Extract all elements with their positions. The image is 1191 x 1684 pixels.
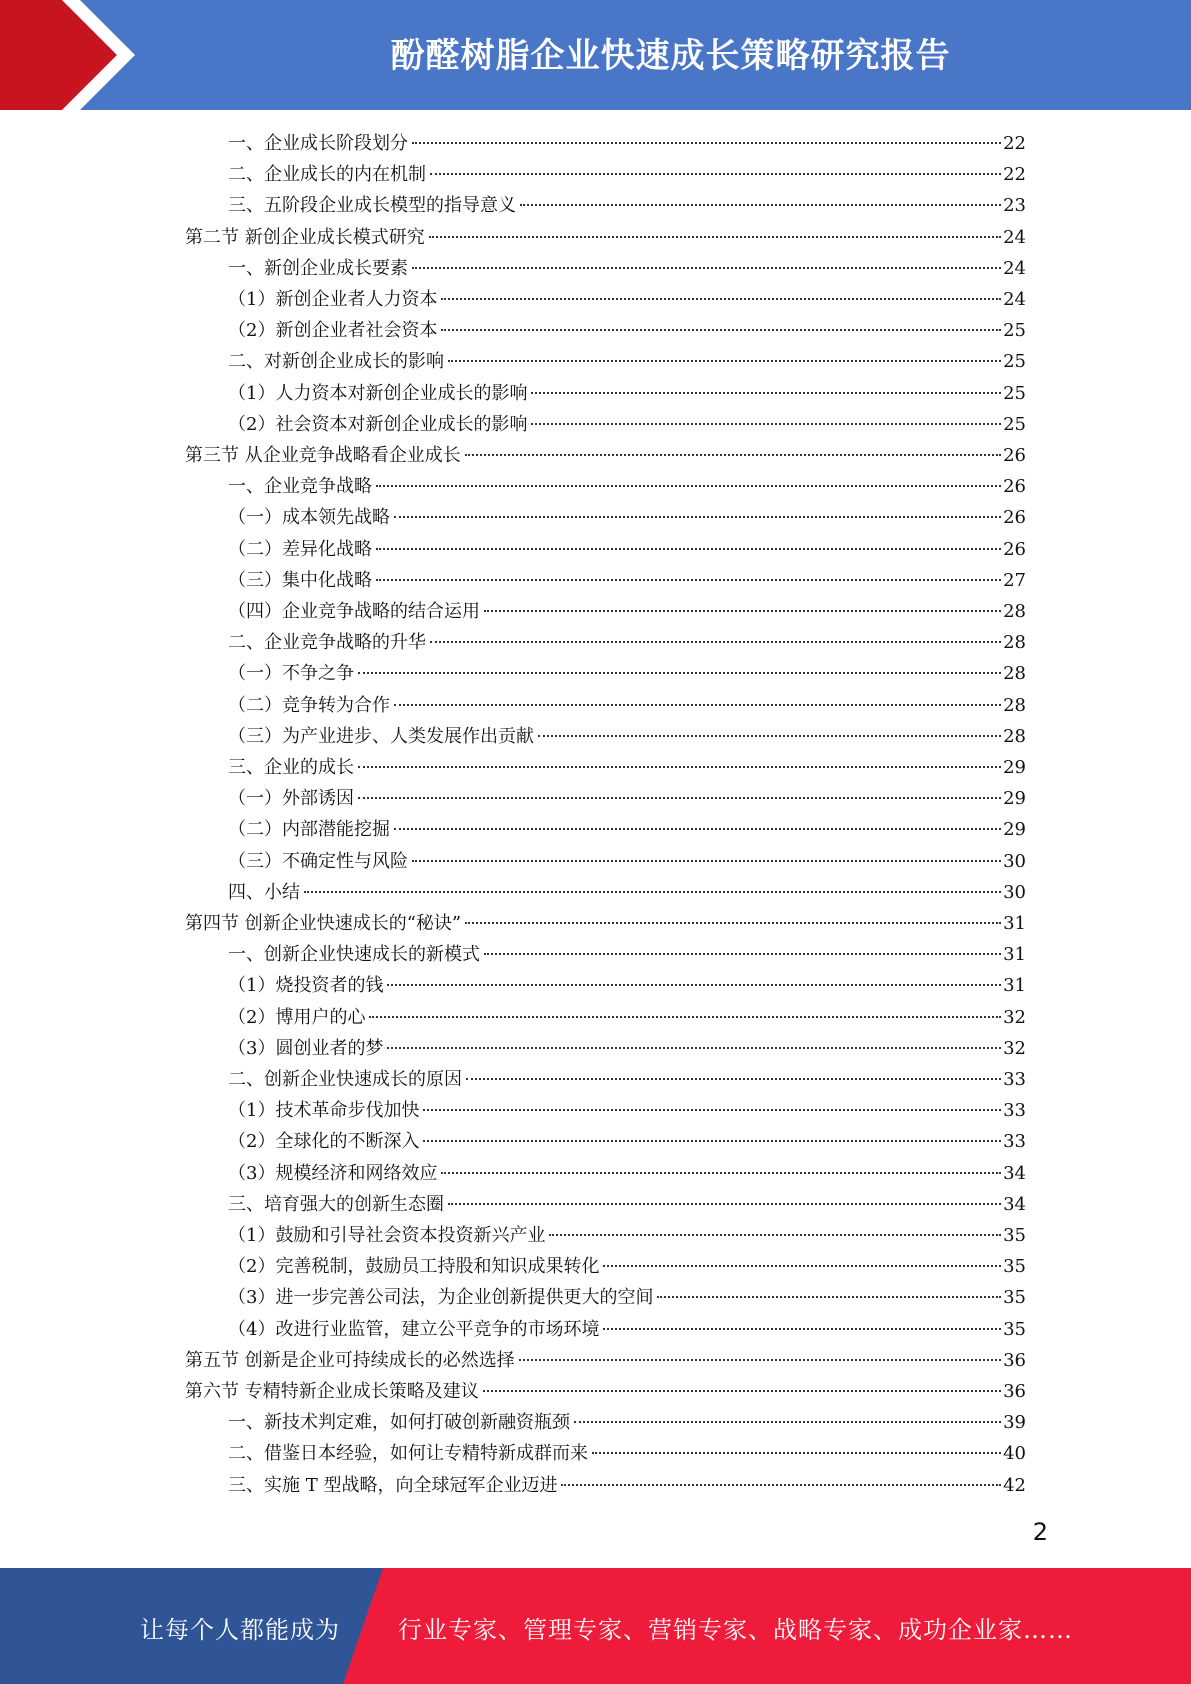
toc-dot-leader	[441, 1172, 1001, 1174]
toc-dot-leader	[519, 1359, 1001, 1361]
toc-entry[interactable]	[228, 315, 1026, 346]
toc-dot-leader	[394, 516, 1001, 518]
toc-dot-leader	[657, 1296, 1001, 1298]
toc-entry-title: 一、新技术判定难，如何打破创新融资瓶颈	[228, 1412, 570, 1434]
toc-entry-title: （二）竞争转为合作	[228, 694, 390, 716]
toc-dot-leader	[412, 267, 1001, 269]
toc-entry-title: （1）新创企业者人力资本	[228, 289, 438, 310]
toc-entry-page: 31	[1003, 944, 1026, 966]
toc-dot-leader	[304, 891, 1001, 893]
toc-entry-title: 四、小结	[228, 881, 300, 903]
toc-entry-page: 36	[1003, 1381, 1026, 1402]
toc-entry[interactable]	[228, 783, 1026, 814]
toc-entry-page: 25	[1003, 320, 1026, 342]
toc-entry[interactable]	[228, 939, 1026, 970]
toc-entry[interactable]	[228, 1438, 1026, 1469]
toc-entry-title: （1）烧投资者的钱	[228, 975, 384, 997]
toc-dot-leader	[387, 1047, 1001, 1049]
toc-entry[interactable]	[228, 1033, 1026, 1064]
toc-dot-leader	[376, 579, 1001, 581]
toc-entry-title: 一、创新企业快速成长的新模式	[228, 944, 480, 966]
toc-entry-page: 39	[1003, 1412, 1026, 1434]
toc-entry[interactable]	[228, 253, 1026, 284]
toc-entry-title: 三、培育强大的创新生态圈	[228, 1193, 444, 1215]
toc-entry[interactable]	[228, 721, 1026, 752]
toc-entry-title: 一、新创企业成长要素	[228, 257, 408, 279]
toc-dot-leader	[531, 392, 1001, 394]
toc-entry[interactable]	[228, 284, 1026, 315]
toc-dot-leader	[520, 204, 1001, 206]
toc-entry-page: 28	[1003, 694, 1026, 716]
toc-entry-page: 32	[1003, 1006, 1026, 1028]
toc-entry[interactable]	[228, 409, 1026, 440]
toc-dot-leader	[412, 142, 1001, 144]
toc-dot-leader	[484, 610, 1001, 612]
toc-dot-leader	[358, 766, 1001, 768]
toc-entry[interactable]	[228, 877, 1026, 908]
toc-entry[interactable]	[228, 970, 1026, 1001]
toc-entry-title: （一）成本领先战略	[228, 507, 390, 529]
toc-entry[interactable]	[228, 1314, 1026, 1345]
header-banner	[0, 0, 1191, 110]
toc-entry[interactable]	[228, 1282, 1026, 1313]
toc-entry[interactable]	[228, 190, 1026, 221]
footer-slogan-left: 让每个人都能成为	[140, 1616, 340, 1644]
toc-entry-page: 35	[1003, 1318, 1026, 1340]
toc-entry[interactable]	[228, 346, 1026, 377]
toc-entry[interactable]	[185, 1345, 1026, 1376]
toc-dot-leader	[603, 1328, 1001, 1330]
toc-entry[interactable]	[228, 596, 1026, 627]
toc-entry[interactable]	[228, 1158, 1026, 1189]
toc-entry-page: 35	[1003, 1256, 1026, 1278]
toc-entry-title: （2）全球化的不断深入	[228, 1131, 420, 1153]
toc-entry-page: 24	[1003, 257, 1026, 279]
toc-entry-title: （3）规模经济和网络效应	[228, 1162, 438, 1184]
toc-entry-title: 三、实施 T 型战略，向全球冠军企业迈进	[228, 1474, 558, 1496]
toc-entry-title: 二、企业成长的内在机制	[228, 164, 426, 186]
toc-entry-page: 23	[1003, 195, 1026, 217]
toc-entry[interactable]	[228, 502, 1026, 533]
toc-entry-title: （一）外部诱因	[228, 788, 354, 810]
toc-dot-leader	[538, 735, 1001, 737]
toc-entry-title: （1）鼓励和引导社会资本投资新兴产业	[228, 1225, 546, 1246]
toc-dot-leader	[387, 984, 1001, 986]
footer-banner	[0, 1568, 1191, 1684]
header-arrow-decoration	[0, 0, 160, 110]
toc-entry-title: （1）人力资本对新创企业成长的影响	[228, 382, 528, 404]
toc-entry-page: 28	[1003, 663, 1026, 685]
toc-entry-page: 27	[1003, 569, 1026, 591]
toc-entry-title: （三）不确定性与风险	[228, 850, 408, 872]
toc-entry-title: （2）完善税制，鼓励员工持股和知识成果转化	[228, 1256, 600, 1278]
toc-dot-leader	[549, 1234, 1001, 1236]
toc-entry-page: 26	[1003, 538, 1026, 560]
toc-entry-title: 第四节 创新企业快速成长的“秘诀”	[185, 913, 462, 934]
toc-entry[interactable]	[228, 1251, 1026, 1282]
toc-dot-leader	[369, 1016, 1001, 1018]
toc-entry-title: 二、创新企业快速成长的原因	[228, 1069, 462, 1090]
toc-entry-title: （4）改进行业监管，建立公平竞争的市场环境	[228, 1318, 600, 1340]
toc-entry-page: 28	[1003, 725, 1026, 747]
toc-entry-page: 33	[1003, 1100, 1026, 1122]
toc-entry-page: 33	[1003, 1069, 1026, 1090]
toc-dot-leader	[465, 922, 1001, 924]
toc-entry[interactable]	[228, 1407, 1026, 1438]
toc-dot-leader	[376, 548, 1001, 550]
toc-entry-page: 25	[1003, 413, 1026, 435]
toc-entry-page: 26	[1003, 507, 1026, 529]
toc-dot-leader	[423, 1140, 1001, 1142]
toc-entry-page: 25	[1003, 351, 1026, 373]
toc-entry[interactable]	[228, 534, 1026, 565]
toc-entry-page: 28	[1003, 601, 1026, 622]
toc-entry-title: 三、企业的成长	[228, 757, 354, 778]
toc-entry-title: （3）圆创业者的梦	[228, 1037, 384, 1059]
toc-entry-page: 31	[1003, 913, 1026, 934]
toc-dot-leader	[358, 797, 1001, 799]
toc-dot-leader	[484, 953, 1001, 955]
toc-entry-title: （三）集中化战略	[228, 569, 372, 591]
toc-entry[interactable]	[228, 1064, 1026, 1095]
toc-entry-title: （2）新创企业者社会资本	[228, 320, 438, 342]
toc-entry[interactable]	[185, 222, 1026, 253]
toc-entry-title: 二、企业竞争战略的升华	[228, 632, 426, 654]
toc-entry-page: 30	[1003, 850, 1026, 872]
toc-entry-title: 第三节 从企业竞争战略看企业成长	[185, 445, 461, 466]
toc-dot-leader	[574, 1421, 1001, 1423]
toc-dot-leader	[603, 1265, 1001, 1267]
toc-dot-leader	[483, 1390, 1001, 1392]
toc-entry-title: （二）差异化战略	[228, 538, 372, 560]
toc-entry-page: 24	[1003, 226, 1026, 248]
toc-entry[interactable]	[228, 1220, 1026, 1251]
toc-dot-leader	[376, 485, 1001, 487]
toc-entry[interactable]	[185, 440, 1026, 471]
toc-entry[interactable]	[228, 846, 1026, 877]
toc-dot-leader	[430, 173, 1001, 175]
toc-entry-page: 26	[1003, 445, 1026, 466]
toc-entry-page: 29	[1003, 757, 1026, 778]
toc-dot-leader	[430, 641, 1001, 643]
toc-entry-page: 28	[1003, 632, 1026, 654]
toc-entry-page: 30	[1003, 881, 1026, 903]
toc-entry-page: 35	[1003, 1225, 1026, 1246]
toc-entry-page: 42	[1003, 1474, 1026, 1496]
toc-entry-title: 第二节 新创企业成长模式研究	[185, 226, 425, 248]
toc-entry[interactable]	[228, 159, 1026, 190]
toc-dot-leader	[561, 1484, 1001, 1486]
toc-entry[interactable]	[228, 814, 1026, 845]
toc-dot-leader	[429, 236, 1001, 238]
toc-entry[interactable]	[228, 471, 1026, 502]
toc-entry-title: 一、企业成长阶段划分	[228, 133, 408, 154]
toc-entry[interactable]	[228, 128, 1026, 159]
toc-dot-leader	[531, 423, 1001, 425]
toc-dot-leader	[441, 298, 1001, 300]
toc-entry-title: 一、企业竞争战略	[228, 476, 372, 498]
toc-entry-page: 34	[1003, 1193, 1026, 1215]
toc-entry[interactable]	[185, 908, 1026, 939]
toc-entry-title: （2）社会资本对新创企业成长的影响	[228, 413, 528, 435]
toc-dot-leader	[441, 329, 1001, 331]
toc-entry[interactable]	[228, 1002, 1026, 1033]
toc-entry-page: 24	[1003, 289, 1026, 310]
toc-entry[interactable]	[228, 565, 1026, 596]
toc-entry-title: （1）技术革命步伐加快	[228, 1100, 420, 1122]
toc-entry-page: 25	[1003, 382, 1026, 404]
toc-dot-leader	[394, 828, 1001, 830]
footer-slogan-right: 行业专家、管理专家、营销专家、战略专家、成功企业家……	[398, 1616, 1073, 1644]
toc-entry-page: 26	[1003, 476, 1026, 498]
toc-entry-title: 第五节 创新是企业可持续成长的必然选择	[185, 1349, 515, 1371]
toc-entry-page: 40	[1003, 1443, 1026, 1465]
toc-dot-leader	[466, 1078, 1001, 1080]
toc-dot-leader	[423, 1109, 1001, 1111]
toc-entry-page: 29	[1003, 788, 1026, 810]
toc-dot-leader	[465, 454, 1001, 456]
toc-entry-title: （四）企业竞争战略的结合运用	[228, 601, 480, 622]
toc-dot-leader	[448, 360, 1001, 362]
toc-entry-page: 32	[1003, 1037, 1026, 1059]
page-number: 2	[1032, 1518, 1048, 1546]
toc-entry-title: 二、对新创企业成长的影响	[228, 351, 444, 373]
toc-entry[interactable]	[228, 752, 1026, 783]
report-title: 酚醛树脂企业快速成长策略研究报告	[390, 36, 951, 76]
toc-entry-title: （2）博用户的心	[228, 1006, 366, 1028]
toc-entry-title: 第六节 专精特新企业成长策略及建议	[185, 1381, 479, 1402]
toc-entry-page: 22	[1003, 164, 1026, 186]
toc-entry[interactable]	[228, 378, 1026, 409]
toc-entry-title: （三）为产业进步、人类发展作出贡献	[228, 725, 534, 747]
toc-entry[interactable]	[228, 627, 1026, 658]
toc-entry[interactable]	[228, 1126, 1026, 1157]
toc-entry-page: 22	[1003, 133, 1026, 154]
toc-entry-title: （3）进一步完善公司法，为企业创新提供更大的空间	[228, 1287, 654, 1309]
toc-entry-title: 二、借鉴日本经验，如何让专精特新成群而来	[228, 1443, 588, 1465]
toc-entry-page: 31	[1003, 975, 1026, 997]
toc-entry-page: 34	[1003, 1162, 1026, 1184]
toc-entry[interactable]	[228, 1470, 1026, 1501]
toc-entry[interactable]	[228, 658, 1026, 689]
toc-dot-leader	[394, 704, 1001, 706]
toc-dot-leader	[592, 1452, 1001, 1454]
toc-entry[interactable]	[228, 690, 1026, 721]
toc-entry[interactable]	[185, 1376, 1026, 1407]
toc-entry[interactable]	[228, 1189, 1026, 1220]
toc-entry-page: 29	[1003, 819, 1026, 841]
toc-entry-page: 36	[1003, 1349, 1026, 1371]
toc-entry-title: （二）内部潜能挖掘	[228, 819, 390, 841]
toc-entry-title: （一）不争之争	[228, 663, 354, 685]
toc-dot-leader	[358, 672, 1001, 674]
toc-entry-page: 33	[1003, 1131, 1026, 1153]
toc-entry-page: 35	[1003, 1287, 1026, 1309]
toc-dot-leader	[448, 1203, 1001, 1205]
toc-entry-title: 三、五阶段企业成长模型的指导意义	[228, 195, 516, 217]
toc-dot-leader	[412, 860, 1001, 862]
toc-entry[interactable]	[228, 1095, 1026, 1126]
